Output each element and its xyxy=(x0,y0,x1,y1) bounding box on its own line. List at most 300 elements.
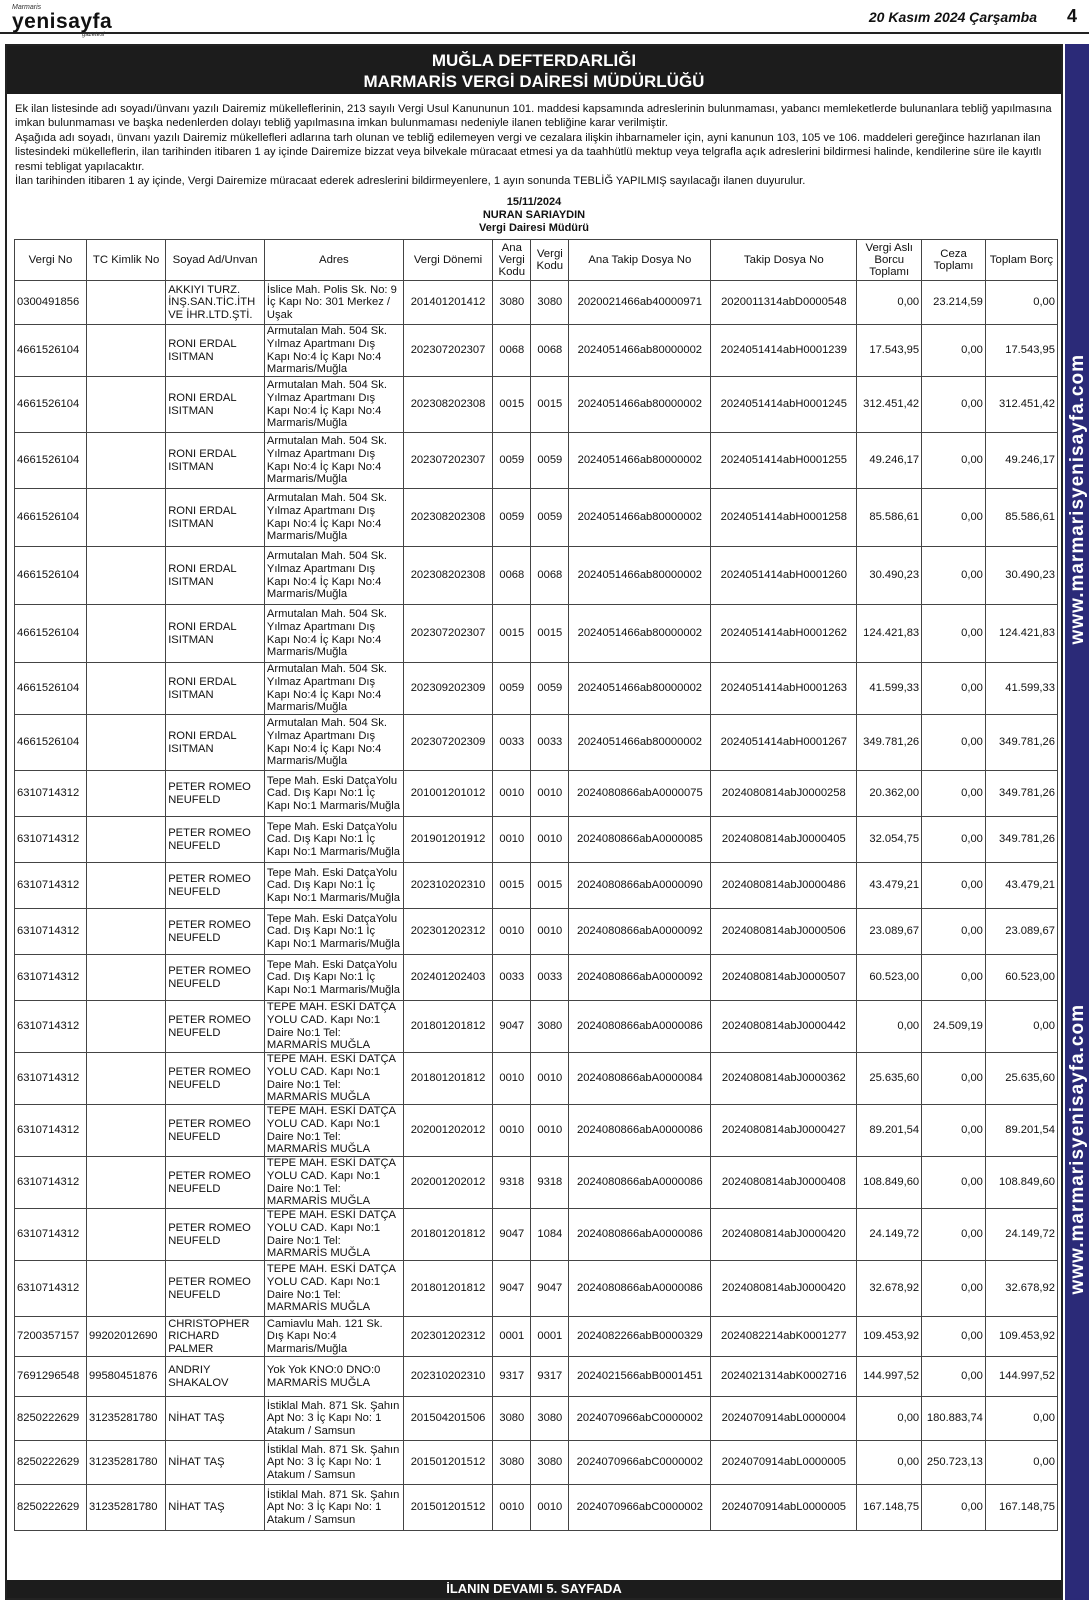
table-row xyxy=(15,1053,1058,1105)
file-no-cell: 2024070914abL0000005 xyxy=(711,1441,857,1485)
tax-principal-cell: 85.586,61 xyxy=(857,489,922,547)
col-header: Vergi No xyxy=(15,240,87,281)
tax-code-cell: 0068 xyxy=(531,547,569,605)
vergi-no-cell: 4661526104 xyxy=(15,605,87,663)
name-cell: CHRISTOPHER RICHARD PALMER xyxy=(166,1317,265,1357)
period-cell: 202308202308 xyxy=(403,547,492,605)
vergi-no-cell: 6310714312 xyxy=(15,863,87,909)
total-debt-cell: 0,00 xyxy=(985,281,1057,325)
main-file-no-cell: 2024080866abA0000075 xyxy=(569,771,711,817)
website-url-top[interactable]: www.marmarisyenisayfa.com xyxy=(1067,354,1088,645)
logo-sub-text: gazetesi xyxy=(82,32,105,38)
main-tax-code-cell: 0010 xyxy=(493,1053,531,1105)
tax-code-cell: 0059 xyxy=(531,663,569,715)
main-tax-code-cell: 3080 xyxy=(493,1397,531,1441)
name-cell: PETER ROMEO NEUFELD xyxy=(166,817,265,863)
vergi-no-cell: 6310714312 xyxy=(15,1105,87,1157)
tc-kimlik-cell xyxy=(87,771,166,817)
period-cell: 202307202307 xyxy=(403,325,492,377)
table-row xyxy=(15,663,1058,715)
main-tax-code-cell: 0033 xyxy=(493,715,531,771)
col-header: TC Kimlik No xyxy=(87,240,166,281)
name-cell: PETER ROMEO NEUFELD xyxy=(166,1053,265,1105)
vergi-no-cell: 6310714312 xyxy=(15,817,87,863)
total-debt-cell: 23.089,67 xyxy=(985,909,1057,955)
signature-title: Vergi Dairesi Müdürü xyxy=(478,222,590,234)
name-cell: AKKIYI TURZ. İNŞ.SAN.TİC.İTH VE İHR.LTD.ŞTİ. xyxy=(166,281,265,325)
period-cell: 201801201812 xyxy=(403,1261,492,1317)
tax-principal-cell: 49.246,17 xyxy=(857,433,922,489)
main-file-no-cell: 2024080866abA0000092 xyxy=(569,955,711,1001)
notice-header xyxy=(7,46,1061,94)
address-cell: TEPE MAH. ESKİ DATÇA YOLU CAD. Kapı No:1 Daire No:1 Tel: MARMARİS MUĞLA xyxy=(264,1105,403,1157)
tc-kimlik-cell xyxy=(87,281,166,325)
vergi-no-cell: 4661526104 xyxy=(15,547,87,605)
file-no-cell: 2024080814abJ0000405 xyxy=(711,817,857,863)
penalty-cell: 23.214,59 xyxy=(922,281,986,325)
name-cell: PETER ROMEO NEUFELD xyxy=(166,1157,265,1209)
masthead xyxy=(0,0,1089,38)
period-cell: 201401201412 xyxy=(403,281,492,325)
table-row xyxy=(15,489,1058,547)
table-row xyxy=(15,433,1058,489)
total-debt-cell: 0,00 xyxy=(985,1397,1057,1441)
period-cell: 202310202310 xyxy=(403,863,492,909)
table-row xyxy=(15,1397,1058,1441)
address-cell: TEPE MAH. ESKİ DATÇA YOLU CAD. Kapı No:1 Daire No:1 Tel: MARMARİS MUĞLA xyxy=(264,1261,403,1317)
main-file-no-cell: 2024080866abA0000086 xyxy=(569,1001,711,1053)
notice-title-2: MARMARİS VERGİ DAİRESİ MÜDÜRLÜĞÜ xyxy=(363,72,705,91)
table-row xyxy=(15,863,1058,909)
website-url-bottom[interactable]: www.marmarisyenisayfa.com xyxy=(1067,1004,1088,1295)
file-no-cell: 2024080814abJ0000486 xyxy=(711,863,857,909)
col-header: Soyad Ad/Unvan xyxy=(166,240,265,281)
file-no-cell: 2024082214abK0001277 xyxy=(711,1317,857,1357)
tax-principal-cell: 0,00 xyxy=(857,1001,922,1053)
penalty-cell: 0,00 xyxy=(922,1357,986,1397)
main-file-no-cell: 2024070966abC0000002 xyxy=(569,1397,711,1441)
main-tax-code-cell: 0059 xyxy=(493,663,531,715)
total-debt-cell: 41.599,33 xyxy=(985,663,1057,715)
total-debt-cell: 25.635,60 xyxy=(985,1053,1057,1105)
penalty-cell: 0,00 xyxy=(922,1485,986,1531)
main-tax-code-cell: 0015 xyxy=(493,863,531,909)
file-no-cell: 2024051414abH0001262 xyxy=(711,605,857,663)
table-row xyxy=(15,605,1058,663)
tax-principal-cell: 124.421,83 xyxy=(857,605,922,663)
total-debt-cell: 85.586,61 xyxy=(985,489,1057,547)
main-file-no-cell: 2024051466ab80000002 xyxy=(569,433,711,489)
main-tax-code-cell: 0010 xyxy=(493,771,531,817)
address-cell: İstiklal Mah. 871 Sk. Şahın Apt No: 3 İç Kapı No: 1 Atakum / Samsun xyxy=(264,1441,403,1485)
address-cell: Armutalan Mah. 504 Sk. Yılmaz Apartmanı Dış Kapı No:4 İç Kapı No:4 Marmaris/Muğla xyxy=(264,433,403,489)
intro-paragraph-2: Aşağıda adı soyadı, ünvanı yazılı Dairemiz mükellefleri adlarına tarh olunan ve tebliğ edilemeyen vergi ve cezalara ilişkin ihbarnameler için, ayni kanunun 103, 105 ve 106. maddeleri gereğince hazırlanan ilan listesindeki mükelleflerin, ilan tarihinden itibaren 1 ay içinde Dairemize bizzat veya bilvekale müracaat etmesi ya da taahhütlü mektup veya telgrafla açık adreslerini bildirmesi halinde, kendilerine süre ile kayıtlı resmi tebligat yapılacaktır. xyxy=(15,131,1042,173)
tax-principal-cell: 0,00 xyxy=(857,1441,922,1485)
tc-kimlik-cell: 31235281780 xyxy=(87,1485,166,1531)
address-cell: Armutalan Mah. 504 Sk. Yılmaz Apartmanı Dış Kapı No:4 İç Kapı No:4 Marmaris/Muğla xyxy=(264,377,403,433)
file-no-cell: 2024021314abK0002716 xyxy=(711,1357,857,1397)
main-file-no-cell: 2024051466ab80000002 xyxy=(569,715,711,771)
address-cell: İstiklal Mah. 871 Sk. Şahın Apt No: 3 İç Kapı No: 1 Atakum / Samsun xyxy=(264,1485,403,1531)
file-no-cell: 2024080814abJ0000506 xyxy=(711,909,857,955)
period-cell: 202301202312 xyxy=(403,909,492,955)
table-row xyxy=(15,1209,1058,1261)
address-cell: TEPE MAH. ESKİ DATÇA YOLU CAD. Kapı No:1 Daire No:1 Tel: MARMARİS MUĞLA xyxy=(264,1157,403,1209)
name-cell: RONI ERDAL ISITMAN xyxy=(166,715,265,771)
tax-code-cell: 0015 xyxy=(531,377,569,433)
total-debt-cell: 349.781,26 xyxy=(985,715,1057,771)
period-cell: 202310202310 xyxy=(403,1357,492,1397)
main-file-no-cell: 2024051466ab80000002 xyxy=(569,377,711,433)
tax-principal-cell: 32.054,75 xyxy=(857,817,922,863)
main-file-no-cell: 2024080866abA0000086 xyxy=(569,1209,711,1261)
main-file-no-cell: 2024080866abA0000084 xyxy=(569,1053,711,1105)
table-row xyxy=(15,281,1058,325)
penalty-cell: 0,00 xyxy=(922,909,986,955)
tax-principal-cell: 20.362,00 xyxy=(857,771,922,817)
vergi-no-cell: 7200357157 xyxy=(15,1317,87,1357)
penalty-cell: 0,00 xyxy=(922,1261,986,1317)
name-cell: ANDRIY SHAKALOV xyxy=(166,1357,265,1397)
tax-code-cell: 0010 xyxy=(531,771,569,817)
file-no-cell: 2024051414abH0001255 xyxy=(711,433,857,489)
table-header-row xyxy=(15,240,1058,281)
table-row xyxy=(15,1261,1058,1317)
penalty-cell: 0,00 xyxy=(922,771,986,817)
name-cell: PETER ROMEO NEUFELD xyxy=(166,909,265,955)
main-tax-code-cell: 0059 xyxy=(493,433,531,489)
col-header: Toplam Borç xyxy=(985,240,1057,281)
tax-principal-cell: 89.201,54 xyxy=(857,1105,922,1157)
tax-principal-cell: 0,00 xyxy=(857,281,922,325)
total-debt-cell: 144.997,52 xyxy=(985,1357,1057,1397)
tax-principal-cell: 108.849,60 xyxy=(857,1157,922,1209)
file-no-cell: 2024080814abJ0000258 xyxy=(711,771,857,817)
tc-kimlik-cell xyxy=(87,663,166,715)
table-row xyxy=(15,377,1058,433)
newspaper-logo[interactable] xyxy=(12,4,112,38)
name-cell: PETER ROMEO NEUFELD xyxy=(166,1105,265,1157)
main-tax-code-cell: 9318 xyxy=(493,1157,531,1209)
penalty-cell: 0,00 xyxy=(922,1209,986,1261)
penalty-cell: 0,00 xyxy=(922,863,986,909)
tax-code-cell: 0010 xyxy=(531,1053,569,1105)
tc-kimlik-cell xyxy=(87,433,166,489)
tc-kimlik-cell xyxy=(87,817,166,863)
col-header: Takip Dosya No xyxy=(711,240,857,281)
period-cell: 202309202309 xyxy=(403,663,492,715)
name-cell: RONI ERDAL ISITMAN xyxy=(166,663,265,715)
main-tax-code-cell: 0033 xyxy=(493,955,531,1001)
penalty-cell: 0,00 xyxy=(922,433,986,489)
name-cell: RONI ERDAL ISITMAN xyxy=(166,489,265,547)
tax-code-cell: 0010 xyxy=(531,817,569,863)
tax-code-cell: 3080 xyxy=(531,1001,569,1053)
total-debt-cell: 109.453,92 xyxy=(985,1317,1057,1357)
tc-kimlik-cell xyxy=(87,377,166,433)
period-cell: 201501201512 xyxy=(403,1441,492,1485)
col-header: Vergi Kodu xyxy=(531,240,569,281)
period-cell: 201001201012 xyxy=(403,771,492,817)
main-tax-code-cell: 0015 xyxy=(493,605,531,663)
file-no-cell: 2024051414abH0001260 xyxy=(711,547,857,605)
tax-code-cell: 9317 xyxy=(531,1357,569,1397)
main-tax-code-cell: 9317 xyxy=(493,1357,531,1397)
penalty-cell: 180.883,74 xyxy=(922,1397,986,1441)
tc-kimlik-cell xyxy=(87,325,166,377)
file-no-cell: 2024080814abJ0000507 xyxy=(711,955,857,1001)
vergi-no-cell: 6310714312 xyxy=(15,1209,87,1261)
main-file-no-cell: 2024080866abA0000090 xyxy=(569,863,711,909)
vergi-no-cell: 6310714312 xyxy=(15,1157,87,1209)
name-cell: PETER ROMEO NEUFELD xyxy=(166,1209,265,1261)
name-cell: RONI ERDAL ISITMAN xyxy=(166,605,265,663)
tax-code-cell: 3080 xyxy=(531,1397,569,1441)
tax-code-cell: 3080 xyxy=(531,281,569,325)
tax-code-cell: 0010 xyxy=(531,1485,569,1531)
file-no-cell: 2024051414abH0001245 xyxy=(711,377,857,433)
table-row xyxy=(15,817,1058,863)
tax-principal-cell: 60.523,00 xyxy=(857,955,922,1001)
period-cell: 202307202307 xyxy=(403,433,492,489)
penalty-cell: 0,00 xyxy=(922,1105,986,1157)
period-cell: 201801201812 xyxy=(403,1209,492,1261)
total-debt-cell: 108.849,60 xyxy=(985,1157,1057,1209)
col-header: Vergi Aslı Borcu Toplamı xyxy=(857,240,922,281)
main-tax-code-cell: 0010 xyxy=(493,1485,531,1531)
tax-principal-cell: 25.635,60 xyxy=(857,1053,922,1105)
total-debt-cell: 17.543,95 xyxy=(985,325,1057,377)
table-row xyxy=(15,1485,1058,1531)
signature-name: NURAN SARIAYDIN xyxy=(482,209,586,221)
total-debt-cell: 43.479,21 xyxy=(985,863,1057,909)
address-cell: Yok Yok KNO:0 DNO:0 MARMARİS MUĞLA xyxy=(264,1357,403,1397)
table-row xyxy=(15,325,1058,377)
penalty-cell: 0,00 xyxy=(922,547,986,605)
tax-code-cell: 1084 xyxy=(531,1209,569,1261)
address-cell: Armutalan Mah. 504 Sk. Yılmaz Apartmanı Dış Kapı No:4 İç Kapı No:4 Marmaris/Muğla xyxy=(264,325,403,377)
vergi-no-cell: 8250222629 xyxy=(15,1441,87,1485)
penalty-cell: 0,00 xyxy=(922,377,986,433)
address-cell: TEPE MAH. ESKİ DATÇA YOLU CAD. Kapı No:1 Daire No:1 Tel: MARMARİS MUĞLA xyxy=(264,1053,403,1105)
vergi-no-cell: 4661526104 xyxy=(15,663,87,715)
address-cell: Tepe Mah. Eski DatçaYolu Cad. Dış Kapı No:1 İç Kapı No:1 Marmaris/Muğla xyxy=(264,863,403,909)
file-no-cell: 2024080814abJ0000427 xyxy=(711,1105,857,1157)
tax-principal-cell: 23.089,67 xyxy=(857,909,922,955)
penalty-cell: 24.509,19 xyxy=(922,1001,986,1053)
table-row xyxy=(15,1317,1058,1357)
name-cell: RONI ERDAL ISITMAN xyxy=(166,325,265,377)
table-row xyxy=(15,1157,1058,1209)
tax-principal-cell: 349.781,26 xyxy=(857,715,922,771)
taxpayer-table xyxy=(14,239,1058,1531)
name-cell: PETER ROMEO NEUFELD xyxy=(166,1261,265,1317)
tax-code-cell: 0068 xyxy=(531,325,569,377)
col-header: Ceza Toplamı xyxy=(922,240,986,281)
address-cell: TEPE MAH. ESKİ DATÇA YOLU CAD. Kapı No:1 Daire No:1 Tel: MARMARİS MUĞLA xyxy=(264,1001,403,1053)
file-no-cell: 2020011314abD0000548 xyxy=(711,281,857,325)
main-tax-code-cell: 0010 xyxy=(493,909,531,955)
period-cell: 202001202012 xyxy=(403,1157,492,1209)
main-file-no-cell: 2024070966abC0000002 xyxy=(569,1485,711,1531)
total-debt-cell: 49.246,17 xyxy=(985,433,1057,489)
penalty-cell: 0,00 xyxy=(922,817,986,863)
tax-principal-cell: 41.599,33 xyxy=(857,663,922,715)
tax-code-cell: 0059 xyxy=(531,489,569,547)
tc-kimlik-cell xyxy=(87,1053,166,1105)
vergi-no-cell: 6310714312 xyxy=(15,1001,87,1053)
website-sidebar xyxy=(1065,44,1089,1600)
tax-code-cell: 9047 xyxy=(531,1261,569,1317)
name-cell: NİHAT TAŞ xyxy=(166,1441,265,1485)
address-cell: Armutalan Mah. 504 Sk. Yılmaz Apartmanı Dış Kapı No:4 İç Kapı No:4 Marmaris/Muğla xyxy=(264,547,403,605)
total-debt-cell: 89.201,54 xyxy=(985,1105,1057,1157)
vergi-no-cell: 4661526104 xyxy=(15,715,87,771)
file-no-cell: 2024051414abH0001239 xyxy=(711,325,857,377)
penalty-cell: 0,00 xyxy=(922,1053,986,1105)
tc-kimlik-cell xyxy=(87,547,166,605)
tax-principal-cell: 312.451,42 xyxy=(857,377,922,433)
period-cell: 202301202312 xyxy=(403,1317,492,1357)
period-cell: 202001202012 xyxy=(403,1105,492,1157)
total-debt-cell: 167.148,75 xyxy=(985,1485,1057,1531)
tax-principal-cell: 43.479,21 xyxy=(857,863,922,909)
period-cell: 201801201812 xyxy=(403,1053,492,1105)
vergi-no-cell: 6310714312 xyxy=(15,909,87,955)
period-cell: 201801201812 xyxy=(403,1001,492,1053)
file-no-cell: 2024070914abL0000004 xyxy=(711,1397,857,1441)
address-cell: Tepe Mah. Eski DatçaYolu Cad. Dış Kapı No:1 İç Kapı No:1 Marmaris/Muğla xyxy=(264,955,403,1001)
penalty-cell: 0,00 xyxy=(922,489,986,547)
name-cell: NİHAT TAŞ xyxy=(166,1397,265,1441)
main-file-no-cell: 2024070966abC0000002 xyxy=(569,1441,711,1485)
logo-main-text: yenisayfa xyxy=(12,10,113,33)
file-no-cell: 2024080814abJ0000420 xyxy=(711,1261,857,1317)
table-row xyxy=(15,1105,1058,1157)
main-tax-code-cell: 9047 xyxy=(493,1001,531,1053)
main-tax-code-cell: 3080 xyxy=(493,281,531,325)
penalty-cell: 0,00 xyxy=(922,325,986,377)
tc-kimlik-cell xyxy=(87,1157,166,1209)
tax-principal-cell: 24.149,72 xyxy=(857,1209,922,1261)
tc-kimlik-cell xyxy=(87,605,166,663)
table-row xyxy=(15,771,1058,817)
main-file-no-cell: 2024021566abB0001451 xyxy=(569,1357,711,1397)
penalty-cell: 0,00 xyxy=(922,663,986,715)
total-debt-cell: 0,00 xyxy=(985,1441,1057,1485)
col-header: Vergi Dönemi xyxy=(403,240,492,281)
tax-code-cell: 0059 xyxy=(531,433,569,489)
vergi-no-cell: 6310714312 xyxy=(15,1261,87,1317)
file-no-cell: 2024051414abH0001263 xyxy=(711,663,857,715)
vergi-no-cell: 4661526104 xyxy=(15,325,87,377)
tax-code-cell: 0015 xyxy=(531,605,569,663)
col-header: Ana Vergi Kodu xyxy=(493,240,531,281)
main-file-no-cell: 2024080866abA0000086 xyxy=(569,1157,711,1209)
tc-kimlik-cell: 31235281780 xyxy=(87,1441,166,1485)
total-debt-cell: 24.149,72 xyxy=(985,1209,1057,1261)
signature-date: 15/11/2024 xyxy=(506,196,562,208)
issue-date: 20 Kasım 2024 Çarşamba xyxy=(868,9,1037,25)
col-header: Ana Takip Dosya No xyxy=(569,240,711,281)
address-cell: İslice Mah. Polis Sk. No: 9 İç Kapı No: 301 Merkez / Uşak xyxy=(264,281,403,325)
period-cell: 202308202308 xyxy=(403,489,492,547)
total-debt-cell: 312.451,42 xyxy=(985,377,1057,433)
table-row xyxy=(15,1001,1058,1053)
period-cell: 202401202403 xyxy=(403,955,492,1001)
name-cell: RONI ERDAL ISITMAN xyxy=(166,547,265,605)
logo-small-text: Marmaris xyxy=(12,4,42,11)
intro-paragraph-3: İlan tarihinden itibaren 1 ay içinde, Vergi Dairemize müracaat ederek adreslerini bildirmeyenlere, 1 ayın sonunda TEBLİĞ YAPILMIŞ sayılacağı ilanen duyurulur. xyxy=(15,175,806,188)
name-cell: PETER ROMEO NEUFELD xyxy=(166,955,265,1001)
tax-code-cell: 0010 xyxy=(531,909,569,955)
file-no-cell: 2024051414abH0001267 xyxy=(711,715,857,771)
col-header: Adres xyxy=(264,240,403,281)
main-file-no-cell: 2024082266abB0000329 xyxy=(569,1317,711,1357)
main-file-no-cell: 2024051466ab80000002 xyxy=(569,663,711,715)
penalty-cell: 0,00 xyxy=(922,605,986,663)
intro-paragraph-1: Ek ilan listesinde adı soyadı/ünvanı yazılı Dairemiz mükelleflerinin, 213 sayılı Vergi Usul Kanununun 101. maddesi kapsamında adreslerinin bulunmaması, yabancı memleketlerde bulunanlara tebliğ yapılmasına imkan bulunmaması ve başka nedenlerden dolayı tebliğ yapılmasına imkan bulunmaması nedeniyle ilanen tebliğine karar verilmiştir. xyxy=(15,103,1052,130)
main-tax-code-cell: 0068 xyxy=(493,547,531,605)
penalty-cell: 0,00 xyxy=(922,1317,986,1357)
tax-principal-cell: 167.148,75 xyxy=(857,1485,922,1531)
address-cell: Camiavlu Mah. 121 Sk. Dış Kapı No:4 Marmaris/Muğla xyxy=(264,1317,403,1357)
address-cell: Armutalan Mah. 504 Sk. Yılmaz Apartmanı Dış Kapı No:4 İç Kapı No:4 Marmaris/Muğla xyxy=(264,715,403,771)
name-cell: PETER ROMEO NEUFELD xyxy=(166,771,265,817)
tc-kimlik-cell: 99202012690 xyxy=(87,1317,166,1357)
penalty-cell: 250.723,13 xyxy=(922,1441,986,1485)
table-row xyxy=(15,1357,1058,1397)
vergi-no-cell: 6310714312 xyxy=(15,771,87,817)
tax-principal-cell: 0,00 xyxy=(857,1397,922,1441)
file-no-cell: 2024080814abJ0000420 xyxy=(711,1209,857,1261)
period-cell: 202308202308 xyxy=(403,377,492,433)
main-file-no-cell: 2024080866abA0000086 xyxy=(569,1261,711,1317)
total-debt-cell: 0,00 xyxy=(985,1001,1057,1053)
file-no-cell: 2024070914abL0000005 xyxy=(711,1485,857,1531)
main-tax-code-cell: 3080 xyxy=(493,1441,531,1485)
tax-principal-cell: 30.490,23 xyxy=(857,547,922,605)
total-debt-cell: 32.678,92 xyxy=(985,1261,1057,1317)
table-body xyxy=(15,281,1058,1531)
address-cell: Tepe Mah. Eski DatçaYolu Cad. Dış Kapı No:1 İç Kapı No:1 Marmaris/Muğla xyxy=(264,771,403,817)
signature-block xyxy=(7,196,1061,235)
main-file-no-cell: 2024051466ab80000002 xyxy=(569,547,711,605)
vergi-no-cell: 4661526104 xyxy=(15,377,87,433)
main-tax-code-cell: 0010 xyxy=(493,817,531,863)
name-cell: PETER ROMEO NEUFELD xyxy=(166,1001,265,1053)
main-tax-code-cell: 0068 xyxy=(493,325,531,377)
table-row xyxy=(15,547,1058,605)
main-tax-code-cell: 0059 xyxy=(493,489,531,547)
file-no-cell: 2024080814abJ0000408 xyxy=(711,1157,857,1209)
tax-code-cell: 0033 xyxy=(531,955,569,1001)
main-tax-code-cell: 0001 xyxy=(493,1317,531,1357)
file-no-cell: 2024080814abJ0000442 xyxy=(711,1001,857,1053)
total-debt-cell: 349.781,26 xyxy=(985,771,1057,817)
main-file-no-cell: 2020021466ab40000971 xyxy=(569,281,711,325)
total-debt-cell: 30.490,23 xyxy=(985,547,1057,605)
vergi-no-cell: 4661526104 xyxy=(15,433,87,489)
vergi-no-cell: 6310714312 xyxy=(15,955,87,1001)
tc-kimlik-cell xyxy=(87,863,166,909)
total-debt-cell: 349.781,26 xyxy=(985,817,1057,863)
table-row xyxy=(15,909,1058,955)
name-cell: PETER ROMEO NEUFELD xyxy=(166,863,265,909)
tc-kimlik-cell: 99580451876 xyxy=(87,1357,166,1397)
main-tax-code-cell: 0015 xyxy=(493,377,531,433)
main-tax-code-cell: 9047 xyxy=(493,1209,531,1261)
